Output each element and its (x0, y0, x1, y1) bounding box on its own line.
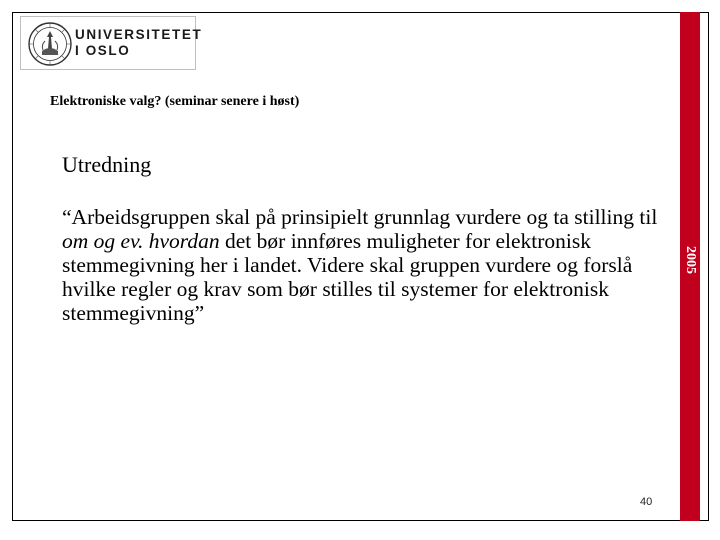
year-label: 2005 (683, 246, 698, 274)
page-number: 40 (640, 496, 653, 508)
logo-wordmark (75, 27, 202, 59)
slide-subtitle: Elektroniske valg? (seminar senere i høst) (50, 94, 300, 109)
quote-part-3: det bør innføres muligheter for elektronisk stemmegivning her i landet. Videre skal gruppen vurdere og forslå hvilke regler og krav som bør stilles til systemer for elektronisk stemmegivning” (62, 229, 633, 325)
quote-part-1: “Arbeidsgruppen skal på prinsipielt grunnlag vurdere og ta stilling til (62, 205, 658, 229)
university-seal-icon (27, 21, 73, 67)
logo-line-1: UNIVERSITETET (75, 27, 203, 42)
logo-line-2: I OSLO (75, 43, 131, 58)
slide-heading: Utredning (62, 152, 152, 177)
quote-text (62, 205, 662, 325)
quote-part-2-emphasis: om og ev. hvordan (62, 229, 220, 253)
university-logo (20, 16, 203, 70)
